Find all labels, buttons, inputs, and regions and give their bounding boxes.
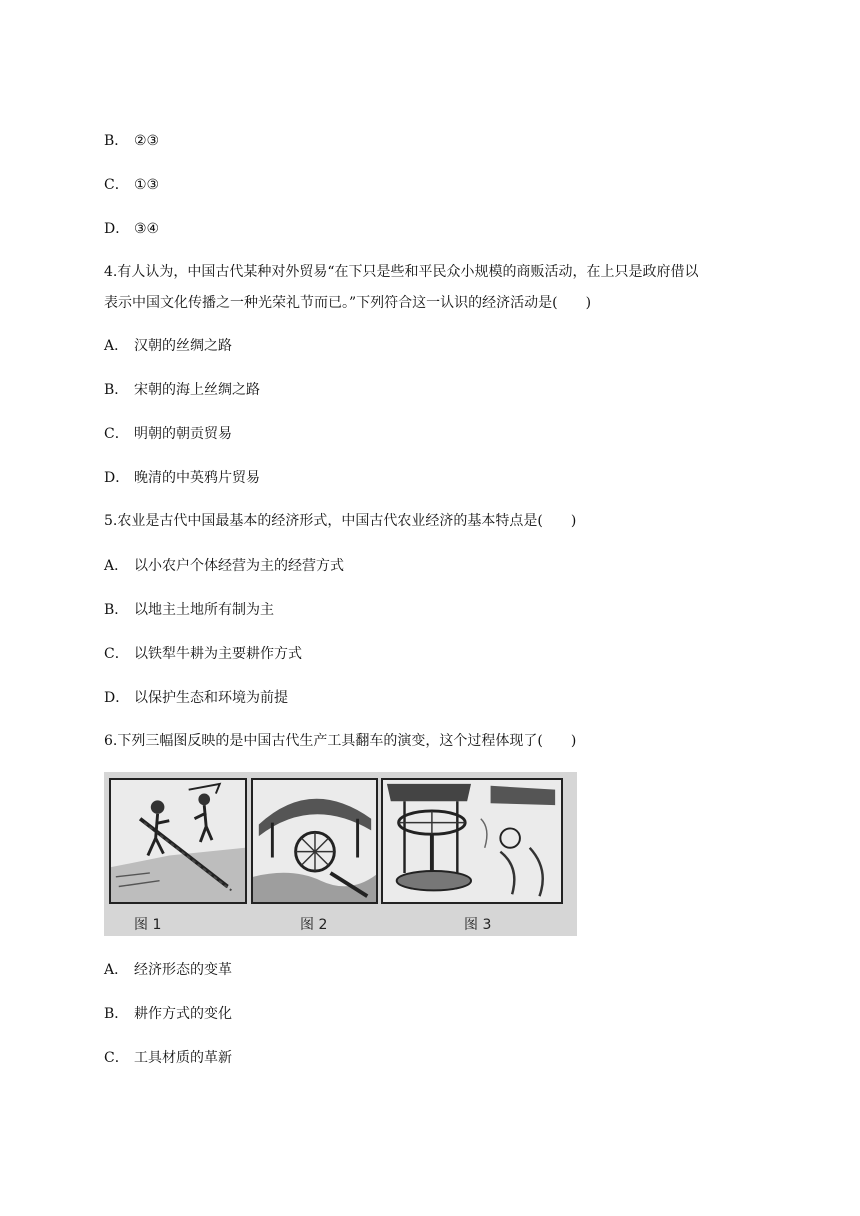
option-text: 经济形态的变革 xyxy=(134,962,232,978)
q5-option-c xyxy=(104,644,302,664)
q6-option-b xyxy=(104,1004,232,1024)
option-letter: A． xyxy=(104,338,129,354)
figure-panel-3 xyxy=(381,778,563,904)
option-letter: D． xyxy=(104,470,130,486)
farmers-treadle-illustration xyxy=(111,780,245,902)
q5-stem: 5.农业是古代中国最基本的经济形式，中国古代农业经济的基本特点是( ) xyxy=(104,513,577,529)
q4-option-d xyxy=(104,468,260,488)
option-letter: D． xyxy=(104,221,130,237)
option-letter: A． xyxy=(104,558,129,574)
q3-option-d xyxy=(104,219,159,239)
option-letter: B． xyxy=(104,1006,129,1022)
figure-caption-2: 图 2 xyxy=(300,917,328,933)
option-text: 以地主土地所有制为主 xyxy=(134,602,274,618)
q5-option-a xyxy=(104,556,344,576)
option-letter: B． xyxy=(104,602,129,618)
q3-option-b xyxy=(104,131,159,151)
q3-option-c xyxy=(104,175,159,195)
q4-stem-line2: 表示中国文化传播之一种光荣礼节而已。”下列符合这一认识的经济活动是( ) xyxy=(104,295,592,311)
q6-stem: 6.下列三幅图反映的是中国古代生产工具翻车的演变，这个过程体现了( ) xyxy=(104,733,577,749)
q6-option-c xyxy=(104,1048,232,1068)
figure-panel-2 xyxy=(251,778,378,904)
q4-option-c xyxy=(104,424,232,444)
q4-option-a xyxy=(104,336,232,356)
option-letter: C． xyxy=(104,646,129,662)
figure-caption-1: 图 1 xyxy=(134,917,162,933)
option-text: 耕作方式的变化 xyxy=(134,1006,232,1022)
option-text: ②③ xyxy=(134,133,160,149)
thatched-shed-wheel-illustration xyxy=(253,780,376,902)
q5-option-d xyxy=(104,688,288,708)
option-letter: C． xyxy=(104,1050,129,1066)
option-letter: B． xyxy=(104,133,129,149)
option-letter: B． xyxy=(104,382,129,398)
option-text: 晚清的中英鸦片贸易 xyxy=(134,470,260,486)
figure-panel-1 xyxy=(109,778,247,904)
q4-stem-line1: 4.有人认为，中国古代某种对外贸易“在下只是些和平民众小规模的商贩活动，在上只是政府借以 xyxy=(104,264,699,280)
option-text: ③④ xyxy=(134,221,160,237)
option-letter: D． xyxy=(104,690,130,706)
figure-caption-3: 图 3 xyxy=(464,917,492,933)
option-text: 以保护生态和环境为前提 xyxy=(134,690,288,706)
option-text: 以小农户个体经营为主的经营方式 xyxy=(134,558,344,574)
option-text: 明朝的朝贡贸易 xyxy=(134,426,232,442)
waterwheel-figure xyxy=(104,772,577,936)
option-letter: A． xyxy=(104,962,129,978)
option-text: 工具材质的革新 xyxy=(134,1050,232,1066)
option-text: 宋朝的海上丝绸之路 xyxy=(134,382,260,398)
q6-option-a xyxy=(104,960,232,980)
option-letter: C． xyxy=(104,426,129,442)
option-text: 以铁犁牛耕为主要耕作方式 xyxy=(134,646,302,662)
option-letter: C． xyxy=(104,177,129,193)
option-text: 汉朝的丝绸之路 xyxy=(134,338,232,354)
q5-option-b xyxy=(104,600,274,620)
geared-waterwheel-illustration xyxy=(383,780,561,902)
q4-option-b xyxy=(104,380,260,400)
option-text: ①③ xyxy=(134,177,160,193)
